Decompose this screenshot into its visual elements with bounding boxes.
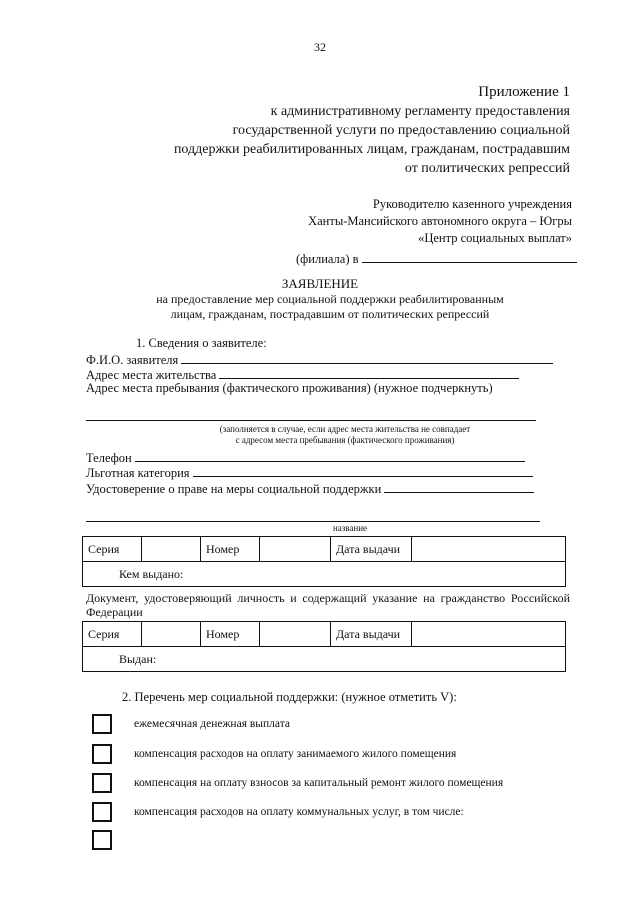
table-row: [83, 622, 566, 647]
series-label: Серия: [83, 622, 142, 647]
subtitle-line: лицам, гражданам, пострадавшим от политических репрессий: [170, 307, 490, 321]
stay-note: [180, 424, 510, 446]
page-number: 32: [314, 40, 326, 54]
number-field[interactable]: [260, 537, 331, 562]
issued-by-cell[interactable]: [83, 562, 566, 587]
table-row: [83, 562, 566, 587]
note-line: с адресом места пребывания (фактического проживания): [235, 435, 455, 445]
issued-by-label: Кем выдано:: [119, 566, 184, 581]
address-field[interactable]: [219, 366, 519, 379]
branch-label: (филиала) в: [296, 252, 359, 266]
fio-label: Ф.И.О. заявителя: [86, 353, 179, 367]
category-row: [86, 464, 533, 481]
category-label: Льготная категория: [86, 466, 190, 480]
certificate-field[interactable]: [384, 480, 534, 493]
option-label: компенсация расходов на оплату коммунальных услуг, в том числе:: [134, 806, 464, 818]
certificate-label: Удостоверение о праве на меры социальной поддержки: [86, 482, 382, 496]
subtitle-line: на предоставление мер социальной поддержки реабилитированным: [156, 292, 504, 306]
series-field[interactable]: [142, 622, 201, 647]
address-label: Адрес места жительства: [86, 368, 217, 382]
date-label: Дата выдачи: [331, 622, 412, 647]
addressee-block: [212, 196, 572, 247]
appendix-line: от политических репрессий: [404, 161, 570, 176]
option-label: компенсация расходов на оплату занимаемого жилого помещения: [134, 748, 457, 760]
checkbox[interactable]: [92, 830, 112, 850]
statement-subtitle: [120, 292, 540, 322]
checkbox[interactable]: [92, 773, 112, 793]
date-label: Дата выдачи: [331, 537, 412, 562]
issued-label: Выдан:: [119, 651, 157, 666]
identity-doc-text: Документ, удостоверяющий личность и содержащий указание на гражданство Российской Федерации: [86, 591, 570, 619]
fio-field[interactable]: [181, 351, 553, 364]
statement-title: ЗАЯВЛЕНИЕ: [281, 276, 359, 291]
stay-row: Адрес места пребывания (фактического проживания) (нужное подчеркнуть): [86, 381, 493, 395]
section2-heading: 2. Перечень мер социальной поддержки: (нужное отметить V):: [122, 690, 457, 704]
name-caption: название: [332, 523, 368, 533]
option-label: компенсация на оплату взносов за капитальный ремонт жилого помещения: [134, 777, 504, 789]
stay-field[interactable]: [86, 420, 536, 421]
note-line: (заполняется в случае, если адрес места жительства не совпадает: [219, 424, 471, 434]
branch-field[interactable]: [362, 250, 577, 263]
number-label: Номер: [201, 622, 260, 647]
appendix-header: [110, 83, 570, 178]
series-field[interactable]: [142, 537, 201, 562]
date-field[interactable]: [412, 537, 566, 562]
addressee-line: Руководителю казенного учреждения: [372, 197, 572, 211]
checkbox[interactable]: [92, 714, 112, 734]
phone-field[interactable]: [135, 449, 525, 462]
appendix-line: к административному регламенту предоставления: [270, 104, 570, 119]
series-label: Серия: [83, 537, 142, 562]
addressee-line: «Центр социальных выплат»: [418, 231, 572, 245]
checkbox[interactable]: [92, 802, 112, 822]
table-row: [83, 647, 566, 672]
option-label: ежемесячная денежная выплата: [134, 718, 290, 730]
identity-table: [82, 621, 566, 672]
branch-row: [296, 250, 577, 267]
certificate-name-field[interactable]: [86, 521, 540, 522]
phone-label: Телефон: [86, 451, 132, 465]
date-field[interactable]: [412, 622, 566, 647]
certificate-row: [86, 480, 534, 497]
issued-cell[interactable]: [83, 647, 566, 672]
section1-heading: 1. Сведения о заявителе:: [136, 336, 267, 350]
addressee-line: Ханты-Мансийского автономного округа – Югры: [308, 214, 572, 228]
appendix-title: Приложение 1: [478, 84, 570, 100]
checkbox[interactable]: [92, 744, 112, 764]
appendix-line: поддержки реабилитированных лицам, гражданам, пострадавшим: [173, 142, 570, 157]
certificate-table: [82, 536, 566, 587]
number-field[interactable]: [260, 622, 331, 647]
number-label: Номер: [201, 537, 260, 562]
table-row: [83, 537, 566, 562]
appendix-line: государственной услуги по предоставлению социальной: [232, 123, 570, 138]
category-field[interactable]: [193, 464, 533, 477]
